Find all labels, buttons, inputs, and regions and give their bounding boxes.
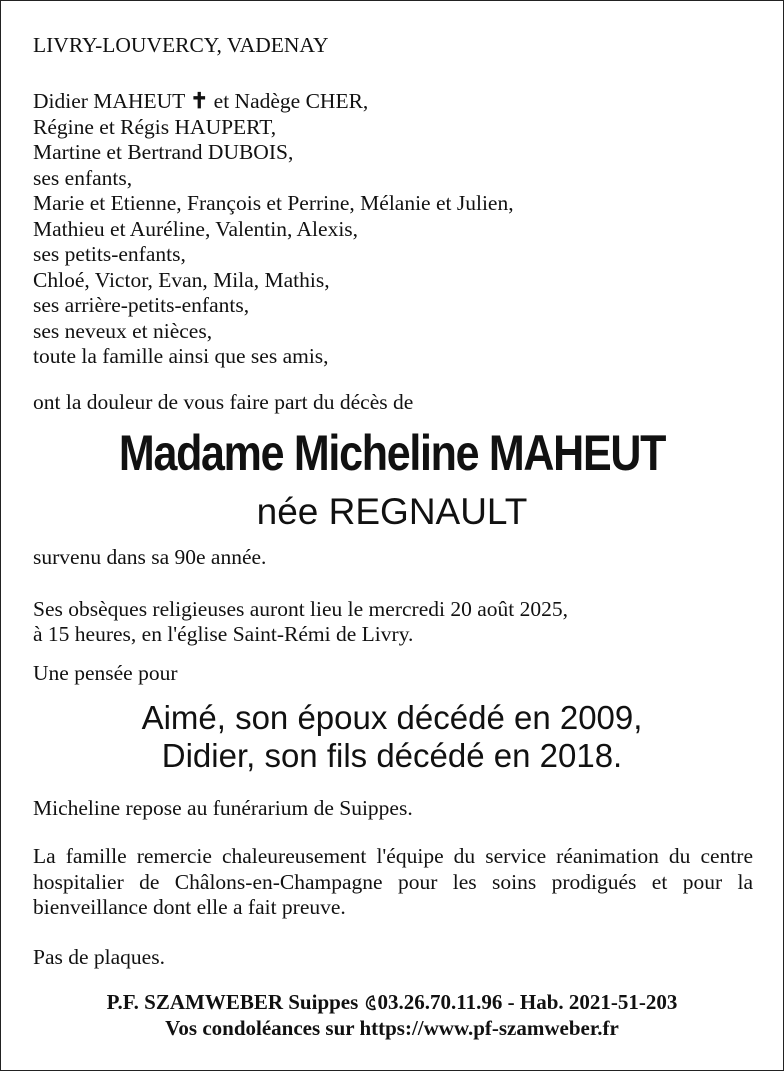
family-line: Régine et Régis HAUPERT, — [33, 114, 277, 139]
announcement: ont la douleur de vous faire part du décès de — [33, 390, 414, 414]
maiden-name: née REGNAULT — [256, 491, 528, 532]
footer-phone: 03.26.70.11.96 - Hab. 2021-51-203 — [377, 990, 678, 1014]
footer — [1, 989, 783, 1041]
funeral-line-2: à 15 heures, en l'église Saint-Rémi de Livry. — [33, 622, 414, 646]
funeral-line-1: Ses obsèques religieuses auront lieu le mercredi 20 août 2025, — [33, 597, 568, 621]
header-place: LIVRY-LOUVERCY, VADENAY — [33, 33, 329, 57]
family-line: ses neveux et nièces, — [33, 318, 213, 343]
footer-condolences: Vos condoléances sur https://www.pf-szamweber.fr — [165, 1016, 619, 1040]
deceased-name: Madame Micheline MAHEUT — [118, 425, 666, 481]
family-line-1 — [33, 89, 753, 115]
pensee-line-1: Aimé, son époux décédé en 2009, — [141, 699, 643, 736]
age-line: survenu dans sa 90e année. — [33, 545, 267, 569]
no-plaques: Pas de plaques. — [33, 945, 165, 969]
family-line: ses arrière-petits-enfants, — [33, 293, 250, 317]
family-line: ses enfants, — [33, 165, 133, 190]
family-line: ses petits-enfants, — [33, 242, 186, 266]
cross-icon: ✝ — [190, 89, 209, 113]
family-line: toute la famille ainsi que ses amis, — [33, 344, 329, 368]
family-line: Mathieu et Auréline, Valentin, Alexis, — [33, 216, 359, 241]
rest-place: Micheline repose au funérarium de Suippes. — [33, 796, 413, 820]
family-line-1-post: et Nadège CHER, — [208, 89, 369, 113]
family-line: Marie et Etienne, François et Perrine, Mélanie et Julien, — [33, 191, 514, 215]
thanks-paragraph: La famille remercie chaleureusement l'équipe du service réanimation du centre hospitalier de Châlons-en-Champagne pour les soins prodigués et pour la bienveillance dont elle a fait preuve. — [33, 844, 753, 919]
footer-company: P.F. SZAMWEBER Suippes — [106, 990, 364, 1014]
family-line-1-pre: Didier MAHEUT — [33, 89, 191, 113]
pensee-block — [1, 699, 783, 775]
pensee-intro: Une pensée pour — [33, 661, 178, 685]
footer-company-line — [1, 989, 783, 1015]
phone-icon — [364, 995, 378, 1011]
family-line: Martine et Bertrand DUBOIS, — [33, 140, 294, 164]
pensee-line-2: Didier, son fils décédé en 2018. — [161, 737, 623, 774]
family-line: Chloé, Victor, Evan, Mila, Mathis, — [33, 267, 330, 292]
